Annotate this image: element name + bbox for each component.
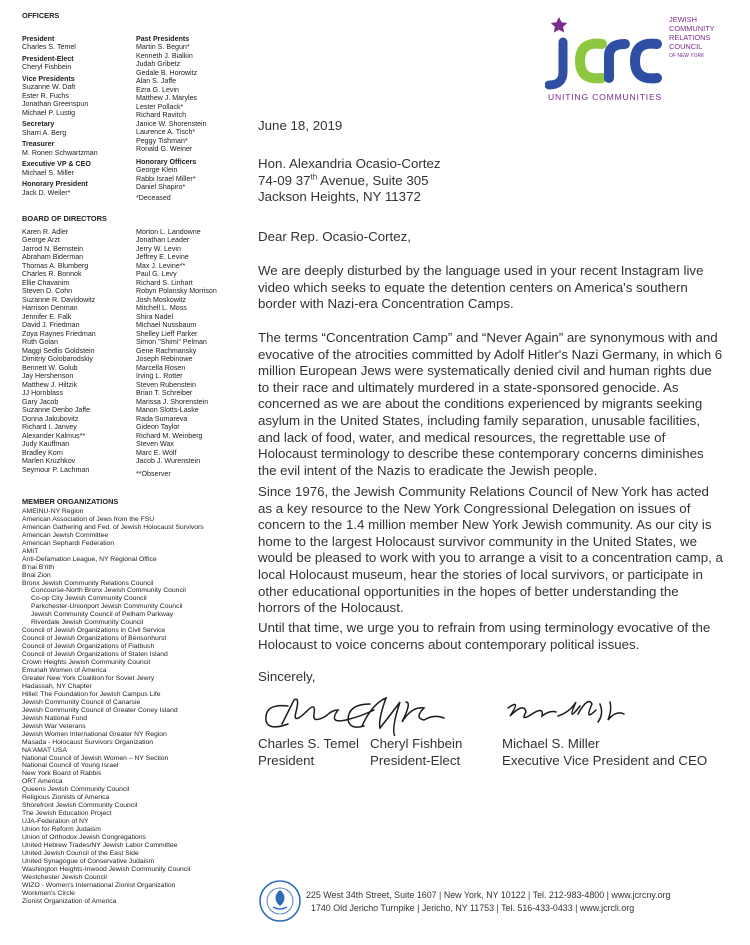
board-member-name: Jarrod N. Bernstein	[22, 244, 84, 253]
officer-group	[22, 55, 127, 72]
member-organization: Masada - Holocaust Survivors Organization	[22, 738, 154, 746]
board-member-name: Jacob J. Wurenstein	[136, 457, 201, 465]
board-member-name: Simon "Shimi" Pelman	[136, 338, 207, 346]
board-member-name: Matthew J. Hiltzik	[22, 380, 78, 389]
member-organization: American Sephardi Federation	[22, 539, 115, 547]
board-of-directors	[22, 214, 234, 478]
signer-fishbein: Cheryl Fishbein President-Elect	[370, 736, 463, 768]
member-organization: Jewish Community Council of Greater Coney Island	[22, 706, 178, 714]
officer-group	[22, 75, 127, 118]
member-organization: Queens Jewish Community Council	[22, 786, 130, 794]
member-organization: Riverdale Jewish Community Council	[31, 619, 144, 627]
member-organization: Bronx Jewish Community Relations Council	[22, 579, 154, 587]
board-member-name: Charles R. Bonnok	[22, 270, 82, 278]
board-member-name: Marc E. Wolf	[136, 448, 177, 457]
member-organization: UJA-Federation of NY	[22, 818, 89, 826]
member-organization: United Synagogue of Conservative Judaism	[22, 857, 155, 865]
officer-name: Jonathan Greenspun	[22, 100, 89, 108]
members-heading: MEMBER ORGANIZATIONS	[22, 497, 119, 506]
logo-tagline: UNITING COMMUNITIES	[548, 92, 663, 102]
board-member-name: Alexander Kalmus**	[22, 431, 86, 440]
board-member-name: Seymour P. Lachman	[22, 465, 90, 474]
board-member-name: Richard S. Linhart	[136, 278, 193, 287]
member-organization: NA'AMAT USA	[22, 746, 67, 754]
member-organization: United Jewish Council of the East Side	[22, 849, 139, 857]
signature-scribbles	[258, 694, 728, 736]
board-left-column	[22, 228, 127, 475]
officers-left-column	[22, 35, 127, 201]
svg-text:JEWISH: JEWISH	[669, 15, 697, 24]
member-organization: Westchester Jewish Council	[22, 873, 107, 881]
member-organization: Hillel: The Foundation for Jewish Campus Life	[22, 690, 161, 698]
past-presidents-title: Past Presidents	[136, 34, 190, 43]
past-president-name: Judah Gribetz	[136, 60, 181, 68]
footer-contact	[306, 889, 736, 914]
officer-title: Treasurer	[22, 140, 55, 148]
board-member-name: Shira Nadel	[136, 312, 174, 321]
member-organization: Shorefront Jewish Community Council	[22, 802, 138, 810]
board-member-name: Thomas A. Blumberg	[22, 261, 89, 270]
officer-title: Secretary	[22, 120, 55, 128]
member-organization: ORT America	[22, 778, 63, 786]
board-member-name: Rada Sumareva	[136, 414, 188, 423]
board-member-name: Richard I. Janvey	[22, 423, 77, 431]
board-member-name: Abraham Biderman	[22, 253, 84, 261]
board-member-name: Zoya Raynes Friedman	[22, 329, 96, 338]
member-organization: B'nai B'rith	[22, 563, 55, 571]
member-organization: New York Board of Rabbis	[22, 770, 102, 778]
deceased-note: *Deceased	[136, 193, 171, 202]
member-organization: American Gathering and Fed. of Jewish Holocaust Survivors	[22, 523, 204, 531]
board-member-name: Max J. Levine**	[136, 261, 186, 270]
member-organization: Jewish Community Council of Canarsie	[22, 698, 141, 706]
past-president-name: Alan S. Jaffe	[136, 77, 177, 85]
board-member-name: Gideon Taylor	[136, 423, 180, 431]
officer-name: Michael S. Miller	[22, 168, 75, 177]
past-president-name: Lester Pollack*	[136, 102, 184, 111]
member-organization: Union of Orthodox Jewish Congregations	[22, 834, 146, 842]
officer-title: Vice Presidents	[22, 74, 75, 83]
officer-group	[22, 120, 127, 137]
board-member-name: Judy Kauffman	[22, 440, 70, 448]
member-organization: Jewish Women International Greater NY Region	[22, 730, 167, 738]
past-president-name: Kenneth J. Bialkin	[136, 51, 193, 60]
board-member-name: Marlen Kruzhkov	[22, 457, 76, 465]
paragraph-1: We are deeply disturbed by the language used in your recent Instagram live video which seeks to equate the detention centers on America's southern border with Nazi-era Concentration Camps.	[258, 263, 704, 312]
board-member-name: George Arzt	[22, 236, 60, 244]
officers-right-column	[136, 35, 236, 203]
past-president-name: Janice W. Shorenstein	[136, 119, 207, 128]
board-member-name: Suzanne R. Davidowitz	[22, 295, 96, 304]
board-member-name: Paul G. Levy	[136, 270, 177, 278]
officer-name: Cheryl Fishbein	[22, 63, 72, 71]
recipient-address	[258, 156, 441, 206]
member-organization: Crown Heights Jewish Community Council	[22, 659, 151, 667]
member-organization: Religious Zionists of America	[22, 794, 110, 802]
board-member-name: Manon Slotts-Laske	[136, 406, 199, 414]
member-organization: WIZO - Women's International Zionist Organization	[22, 881, 176, 889]
member-organization: Council of Jewish Organizations in Civil Service	[22, 627, 166, 635]
board-heading: BOARD OF DIRECTORS	[22, 214, 107, 223]
board-member-name: Joseph Rebinowe	[136, 355, 193, 363]
officer-name: Jack D. Weiler*	[22, 188, 71, 197]
member-organization: Jewish Community Council of Pelham Parkway	[31, 611, 174, 619]
officer-group	[22, 160, 127, 177]
board-member-name: Steven Rubenstein	[136, 380, 196, 389]
officer-group	[22, 35, 127, 52]
svg-text:COMMUNITY: COMMUNITY	[669, 24, 715, 33]
board-right-column	[136, 228, 236, 479]
past-president-name: Martin S. Begun*	[136, 43, 190, 51]
member-organization: Council of Jewish Organizations of Bensonhurst	[22, 635, 167, 643]
member-organization: Zionist Organization of America	[22, 897, 117, 905]
board-member-name: Irving L. Rotter	[136, 372, 183, 380]
uja-seal-icon	[258, 879, 302, 923]
paragraph-3: Since 1976, the Jewish Community Relations Council of New York has acted as a key resource to the New York Congressional Delegation on issues of concern to the 1.4 million member New York Jewish community. As our city is home to the largest Holocaust survivor community in the United States, we would be pleased to work with you to arrange a visit to a concentration camp, a local Holocaust museum, hear the stories of local survivors, or participate in other educational opportunities in the hopes of better understanding the horrors of the Holocaust.	[258, 484, 723, 616]
officer-group	[22, 180, 127, 197]
member-organization: AMEINU-NY Region	[22, 507, 84, 515]
observer-note: **Observer	[136, 469, 171, 478]
paragraph-4: Until that time, we urge you to refrain from using terminology evocative of the Holocaust to voice concerns about contemporary political issues.	[258, 620, 711, 652]
board-member-name: Jennifer E. Falk	[22, 312, 72, 321]
board-member-name: Ellie Chavanim	[22, 278, 70, 287]
letter-date: June 18, 2019	[258, 118, 343, 133]
board-member-name: Maggi Sedlis Goldstein	[22, 346, 95, 355]
member-organization: Hadassah, NY Chapter	[22, 682, 92, 690]
officer-name: Suzanne W. Daft	[22, 83, 76, 91]
past-president-name: Ezra G. Levin	[136, 85, 179, 94]
board-member-name: Marissa J. Shorenstein	[136, 397, 209, 406]
member-organization: American Jewish Committee	[22, 531, 109, 539]
past-presidents-list	[136, 43, 236, 154]
officer-title: President	[22, 34, 55, 43]
board-member-name: Robyn Polansky Morrison	[136, 287, 217, 295]
board-member-name: Bennett W. Golub	[22, 363, 78, 372]
officer-name: Sharri A. Berg	[22, 128, 67, 137]
past-president-name: Peggy Tishman*	[136, 136, 188, 145]
member-organization: Workmen's Circle	[22, 889, 75, 897]
address-line: Hon. Alexandria Ocasio-Cortez	[258, 156, 441, 171]
member-organization: Jewish National Fund	[22, 714, 87, 722]
board-member-name: Jeffrey E. Levine	[136, 253, 189, 261]
footer-line-li: 1740 Old Jericho Turnpike | Jericho, NY 11753 | Tel. 516-433-0433 | www.jcrcli.org	[311, 902, 635, 913]
board-member-name: Jonathan Leader	[136, 236, 190, 244]
officer-title: Executive VP & CEO	[22, 160, 91, 168]
past-president-name: Laurence A. Tisch*	[136, 128, 196, 136]
signer-temel: Charles S. Temel President	[258, 736, 359, 768]
board-member-name: Richard M. Weinberg	[136, 431, 203, 440]
board-member-name: Jay Hershenson	[22, 372, 74, 380]
officers-heading: OFFICERS	[22, 11, 60, 20]
board-member-name: Shelley Lieff Parker	[136, 329, 198, 338]
member-organization: Union for Reform Judaism	[22, 826, 101, 834]
address-line: 74-09 37th Avenue, Suite 305	[258, 172, 429, 188]
board-member-name: Josh Moskowitz	[136, 295, 187, 304]
member-organization: National Council of Jewish Women – NY Section	[22, 754, 169, 762]
board-member-name: Bradley Korn	[22, 448, 64, 457]
member-organization: Concourse-North Bronx Jewish Community Council	[31, 587, 186, 595]
board-member-name: Marcella Rosen	[136, 363, 186, 372]
board-member-name: Steven Wax	[136, 440, 174, 448]
officer-group	[22, 140, 127, 157]
officer-title: Honorary President	[22, 180, 88, 188]
board-member-name: Michael Nussbaum	[136, 321, 197, 329]
footer-line-nyc: 225 West 34th Street, Suite 1607 | New York, NY 10122 | Tel. 212-983-4800 | www.jcrcny.org	[306, 890, 671, 900]
member-organization: Parkchester-Unionport Jewish Community Council	[31, 603, 183, 611]
officer-name: M. Ronen Schwartzman	[22, 148, 98, 157]
past-president-name: Gedale B. Horowitz	[136, 68, 198, 77]
board-member-name: Donna Jakubovitz	[22, 414, 79, 423]
member-organization: Jewish War Veterans	[22, 722, 86, 730]
sidebar-roster	[22, 11, 234, 905]
honorary-officers-list	[136, 166, 236, 192]
member-organization: United Hebrew Trades/NY Jewish Labor Committee	[22, 841, 178, 849]
address-line: Jackson Heights, NY 11372	[258, 189, 421, 205]
member-organization: Emunah Women of America	[22, 667, 107, 675]
officer-name: Charles S. Temel	[22, 43, 76, 51]
member-organizations	[22, 498, 242, 906]
honorary-officers-title: Honorary Officers	[136, 157, 197, 166]
member-organization: Council of Jewish Organizations of Staten Island	[22, 651, 168, 659]
paragraph-2: The terms “Concentration Camp” and “Never Again” are synonymous with and evocative of the atrocities committed by Adolf Hitler's Nazi Germany, in which 6 million European Jews were systematically denied civil and human rights due to their race and ultimately murdered in a state-sponsored genocide. As concerned as we are about the conditions experienced by migrants seeking asylum in the United States, including family separation, unusable facilities, and lack of food, water, and medical resources, the regrettable use of Holocaust terminology to describe these contemporary concerns diminishes the evil intent of the Nazis to eradicate the Jewish people.	[258, 330, 723, 478]
salutation: Dear Rep. Ocasio-Cortez,	[258, 229, 411, 244]
member-organization: Greater New York Coalition for Soviet Jewry	[22, 674, 155, 682]
board-member-name: Suzanne Denbo Jaffe	[22, 406, 91, 414]
member-organization: Anti-Defamation League, NY Regional Office	[22, 555, 157, 563]
member-organization: The Jewish Education Project	[22, 810, 112, 818]
signatures	[258, 694, 728, 736]
board-member-name: Morton L. Landowne	[136, 227, 201, 236]
svg-text:OF NEW YORK: OF NEW YORK	[669, 53, 705, 59]
past-president-name: Ronald G. Weiner	[136, 145, 193, 153]
board-member-name: Brian T. Schreiber	[136, 389, 193, 397]
board-member-name: Dimitriy Golobarodskiy	[22, 355, 93, 363]
uja-partner-seal	[258, 879, 302, 923]
officer-name: Ester R. Fuchs	[22, 91, 69, 100]
honorary-officer-name: Rabbi Israel Miller*	[136, 174, 196, 183]
officer-title: President-Elect	[22, 54, 74, 63]
board-member-name: Harrison Denman	[22, 304, 78, 312]
member-organization: AMIT	[22, 547, 39, 555]
member-organization: Co-op City Jewish Community Council	[31, 595, 147, 603]
svg-text:COUNCIL: COUNCIL	[669, 42, 703, 51]
board-member-name: David J. Friedman	[22, 321, 80, 329]
board-member-name: Jerry W. Levin	[136, 244, 181, 253]
board-member-name: Gary Jacob	[22, 397, 59, 406]
board-member-name: Steven D. Cohn	[22, 287, 73, 295]
past-president-name: Matthew J. Maryles	[136, 94, 198, 102]
signer-miller: Michael S. Miller Executive Vice President and CEO	[502, 736, 708, 768]
board-member-name: Ruth Golan	[22, 338, 58, 346]
officer-name: Michael P. Lustig	[22, 108, 76, 117]
board-member-name: Karen R. Adler	[22, 227, 69, 236]
member-organization: American Association of Jews from the FSU	[22, 515, 155, 523]
board-member-name: Mitchell L. Moss	[136, 304, 187, 312]
member-organization: National Council of Young Israel	[22, 762, 119, 770]
member-organization: Washington Heights-Inwood Jewish Community Council	[22, 865, 191, 873]
past-president-name: Richard Ravitch	[136, 111, 187, 119]
closing: Sincerely,	[258, 669, 316, 684]
honorary-officer-name: George Klein	[136, 166, 178, 174]
honorary-officer-name: Daniel Shapiro*	[136, 183, 186, 191]
board-member-name: Gene Rachmansky	[136, 346, 197, 355]
member-organization: Bnai Zion	[22, 571, 51, 579]
board-member-name: JJ Hornblass	[22, 389, 64, 397]
svg-text:RELATIONS: RELATIONS	[669, 33, 711, 42]
jcrc-logo	[545, 14, 735, 104]
member-organization: Council of Jewish Organizations of Flatbush	[22, 643, 155, 651]
jcrc-logo-icon	[545, 14, 735, 104]
